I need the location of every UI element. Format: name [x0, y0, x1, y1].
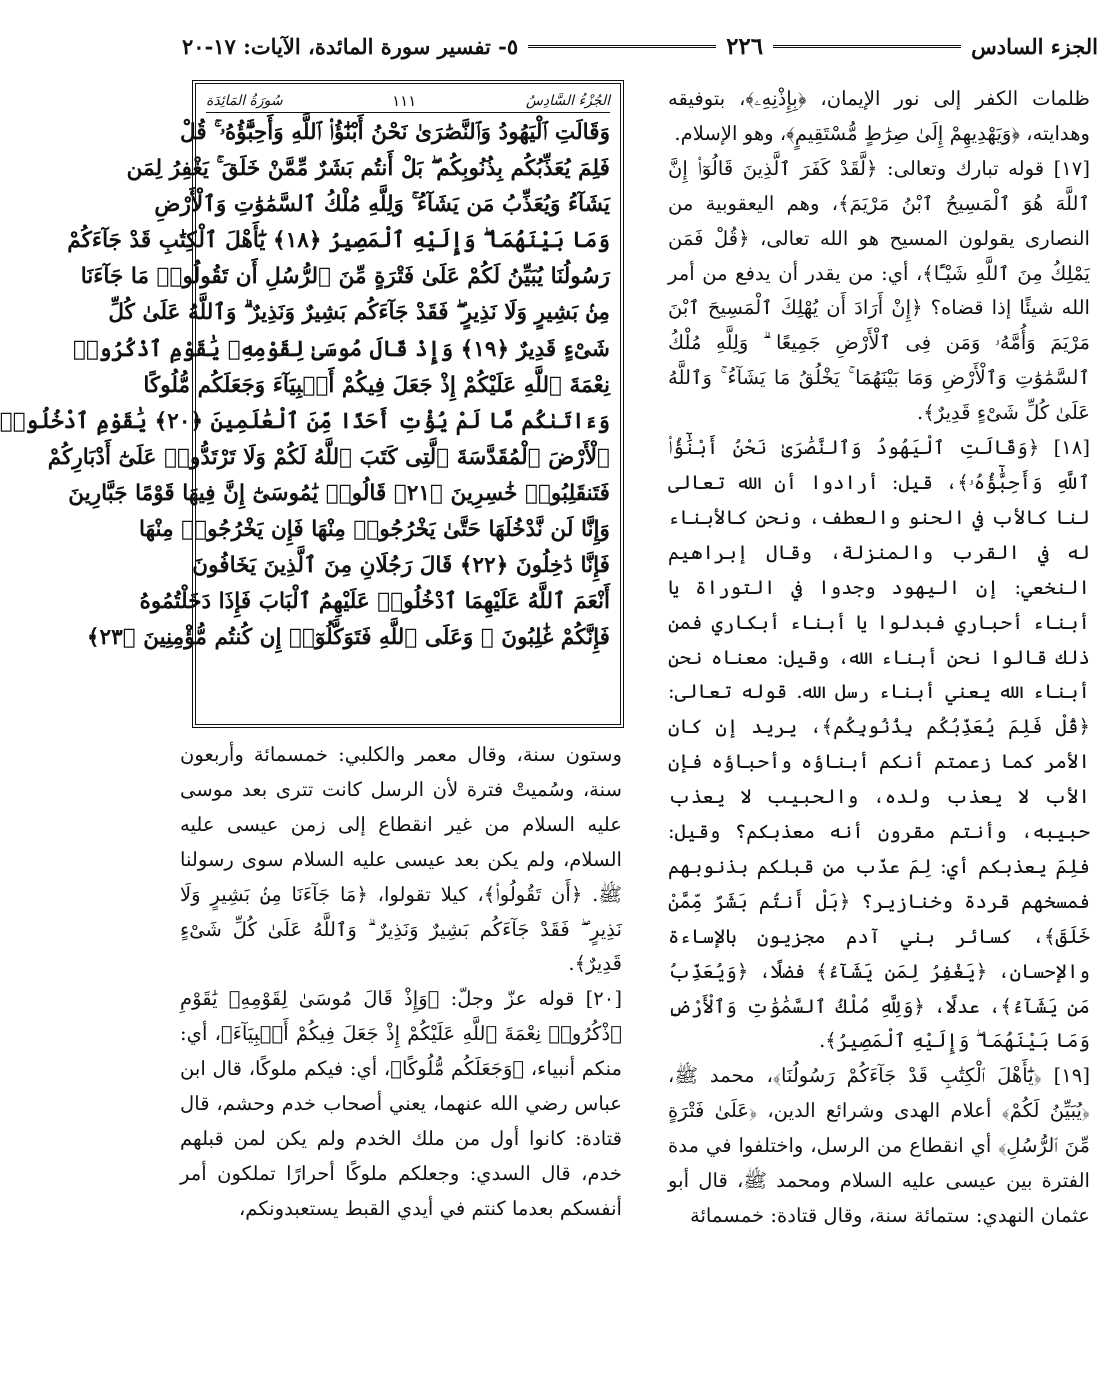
commentary-paragraph: [١٩] ﴿يَٰٓأَهْلَ ٱلْكِتَٰبِ قَدْ جَآءَكُمْ رَسُولُنَا﴾، محمد ﷺ، ﴿يُبَيِّنُ لَكُمْ﴾ أعلام الهدى وشرائع الدين، ﴿عَلَىٰ فَتْرَةٍ مِّنَ ٱلرُّسُلِ﴾ أي انقطاع من الرسل، واختلفوا في مدة الفترة بين عيسى عليه السلام ومحمد ﷺ، قال أبو عثمان النهدي: ستمائة سنة، وقال قتادة: خمسمائة: [668, 1064, 1090, 1227]
quran-line: وَءَاتَىٰكُم مَّا لَمْ يُؤْتِ أَحَدًا مِّنَ ٱلْعَٰلَمِينَ ﴿٢٠﴾ يَٰقَوْمِ ٱدْخُلُوا۟: [0, 408, 610, 434]
commentary-paragraph: وستون سنة، وقال معمر والكلبي: خمسمائة وأربعون سنة، وسُميتْ فترة لأن الرسل كانت تترى بعد موسى عليه السلام من غير انقطاع إلى زمن عيسى عليه السلام، ولم يكن بعد عيسى عليه السلام سوى رسولنا ﷺ. ﴿أَن تَقُولُوا۟﴾، كيلا تقولوا، ﴿مَا جَآءَنَا مِنۢ بَشِيرٍ وَلَا نَذِيرٍ ۖ فَقَدْ جَآءَكُم بَشِيرٌ وَنَذِيرٌ ۗ وَٱللَّهُ عَلَىٰ كُلِّ شَىْءٍ قَدِيرٌ﴾.: [180, 743, 622, 976]
chapter-title: ٥- تفسير سورة المائدة، الآيات: ١٧-٢٠: [182, 33, 519, 59]
quran-line: فَتَنقَلِبُوا۟ خَٰسِرِينَ ﴿٢١﴾ قَالُوا۟ يَٰمُوسَىٰٓ إِنَّ فِيهَا قَوْمًا جَبَّارِينَ: [68, 480, 610, 506]
panel-surah-label: سُورَةُ المَائِدَة: [206, 93, 283, 109]
quran-line: رَسُولُنَا يُبَيِّنُ لَكُمْ عَلَىٰ فَتْرَةٍ مِّنَ ٱلرُّسُلِ أَن تَقُولُوا۟ مَا جَآءَنَا: [80, 264, 610, 290]
header-rule-right: [773, 45, 961, 48]
commentary-paragraph: ظلمات الكفر إلى نور الإيمان، ﴿بِإِذْنِهِۦ﴾، بتوفيقه وهدايته، ﴿وَيَهْدِيهِمْ إِلَىٰ صِرَٰطٍ مُّسْتَقِيمٍ﴾، وهو الإسلام.: [668, 87, 1090, 145]
header-rule-left: [528, 45, 716, 48]
quran-text-panel: [0, 80, 624, 728]
running-header: [182, 28, 1098, 64]
page-number: ٢٢٦: [726, 32, 764, 60]
quran-line: وَمَا بَيْنَهُمَا ۖ وَإِلَيْهِ ٱلْمَصِيرُ ﴿١٨﴾ يَٰٓأَهْلَ ٱلْكِتَٰبِ قَدْ جَآءَكُمْ: [67, 228, 610, 254]
quran-line: نِعْمَةَ ٱللَّهِ عَلَيْكُمْ إِذْ جَعَلَ فِيكُمْ أَنۢبِيَآءَ وَجَعَلَكُم مُّلُوكًا: [143, 372, 610, 398]
quran-line: شَىْءٍ قَدِيرٌ ﴿١٩﴾ وَإِذْ قَالَ مُوسَىٰ لِقَوْمِهِۦ يَٰقَوْمِ ٱذْكُرُوا۟: [72, 336, 610, 362]
quran-line: أَنْعَمَ ٱللَّهُ عَلَيْهِمَا ٱدْخُلُوا۟ عَلَيْهِمُ ٱلْبَابَ فَإِذَا دَخَلْتُمُوهُ: [139, 589, 610, 615]
quran-line: فَلِمَ يُعَذِّبُكُم بِذُنُوبِكُم ۖ بَلْ أَنتُم بَشَرٌ مِّمَّنْ خَلَقَ ۚ يَغْفِرُ لِمَن: [126, 156, 610, 182]
quran-panel-header: [206, 90, 610, 113]
quran-line: فَإِنَّا دَٰخِلُونَ ﴿٢٢﴾ قَالَ رَجُلَانِ مِنَ ٱلَّذِينَ يَخَافُونَ: [192, 553, 610, 579]
commentary-left-column: [180, 738, 622, 1227]
commentary-right-column: [668, 82, 1090, 1234]
commentary-paragraph: [١٧] قوله تبارك وتعالى: ﴿لَّقَدْ كَفَرَ ٱلَّذِينَ قَالُوٓا۟ إِنَّ ٱللَّهَ هُوَ ٱلْمَسِيحُ ٱبْنُ مَرْيَمَ﴾، وهم اليعقوبية من النصارى يقولون المسيح هو الله تعالى، ﴿قُلْ فَمَن يَمْلِكُ مِنَ ٱللَّهِ شَيْـًٔا﴾، أي: من يقدر أن يدفع من أمر الله شيئًا إذا قضاه؟ ﴿إِنْ أَرَادَ أَن يُهْلِكَ ٱلْمَسِيحَ ٱبْنَ مَرْيَمَ وَأُمَّهُۥ وَمَن فِى ٱلْأَرْضِ جَمِيعًا ۗ وَلِلَّهِ مُلْكُ ٱلسَّمَٰوَٰتِ وَٱلْأَرْضِ وَمَا بَيْنَهُمَا ۚ يَخْلُقُ مَا يَشَآءُ ۚ وَٱللَّهُ عَلَىٰ كُلِّ شَىْءٍ قَدِيرٌ﴾.: [668, 156, 1090, 425]
part-title: الجزء السادس: [971, 33, 1098, 59]
panel-part-label: الجُزْءُ السَّادِسُ: [525, 93, 610, 109]
quran-line: مِنۢ بَشِيرٍ وَلَا نَذِيرٍ ۖ فَقَدْ جَآءَكُم بَشِيرٌ وَنَذِيرٌ ۗ وَٱللَّهُ عَلَىٰ كُلِّ: [108, 300, 610, 326]
commentary-paragraph: [١٨] ﴿وَقَالَتِ ٱلْيَهُودُ وَٱلنَّصَٰرَىٰ نَحْنُ أَبْنَٰٓؤُا۟ ٱللَّهِ وَأَحِبَّٰٓؤُهُۥ﴾، قيل: أرادوا أن الله تعالى لنا كالأب في الحنو والعطف، ونحن كالأبناء له في القرب والمنزلة، وقال إبراهيم النخعي: إن اليهود وجدوا في التوراة يا أبناء أحباري فبدلوا يا أبناء أبكاري فمن ذلك قالوا نحن أبناء الله، وقيل: معناه نحن أبناء الله يعني أبناء رسل الله. قوله تعالى: ﴿قُلْ فَلِمَ يُعَذِّبُكُم بِذُنُوبِكُم﴾، يريد إن كان الأمر كما زعمتم أنكم أبناؤه وأحباؤه فإن الأب لا يعذب ولده، والحبيب لا يعذب حبيبه، وأنتم مقرون أنه معذبكم؟ وقيل: فلِمَ يعذبكم أي: لِمَ عذّب من قبلكم بذنوبهم فمسخهم قردة وخنازير؟ ﴿بَلْ أَنتُم بَشَرٌ مِّمَّنْ خَلَقَ﴾، كسائر بني آدم مجزيون بالإساءة والإحسان، ﴿يَغْفِرُ لِمَن يَشَآءُ﴾ فضلًا، ﴿وَيُعَذِّبُ مَن يَشَآءُ﴾، عدلًا، ﴿وَلِلَّهِ مُلْكُ ٱلسَّمَٰوَٰتِ وَٱلْأَرْضِ وَمَا بَيْنَهُمَا ۖ وَإِلَيْهِ ٱلْمَصِيرُ﴾.: [668, 436, 1090, 1053]
commentary-paragraph: [٢٠] قوله عزّ وجلّ: ﴿وَإِذْ قَالَ مُوسَىٰ لِقَوْمِهِۦ يَٰقَوْمِ ٱذْكُرُوا۟ نِعْمَةَ ٱللَّهِ عَلَيْكُمْ إِذْ جَعَلَ فِيكُمْ أَنۢبِيَآءَ﴾، أي: منكم أنبياء، ﴿وَجَعَلَكُم مُّلُوكًا﴾، أي: فيكم ملوكًا، قال ابن عباس رضي الله عنهما، يعني أصحاب خدم وحشم، قال قتادة: كانوا أول من ملك الخدم ولم يكن لمن قبلهم خدم، قال السدي: وجعلكم ملوكًا أحرارًا تملكون أمر أنفسكم بعدما كنتم في أيدي القبط يستعبدونكم،: [180, 987, 622, 1220]
quran-line: ٱلْأَرْضَ ٱلْمُقَدَّسَةَ ٱلَّتِى كَتَبَ ٱللَّهُ لَكُمْ وَلَا تَرْتَدُّوا۟ عَلَىٰٓ أَدْبَارِكُمْ: [47, 444, 610, 470]
panel-page-number: ١١١: [392, 92, 417, 110]
quran-line: يَشَآءُ وَيُعَذِّبُ مَن يَشَآءُ ۚ وَلِلَّهِ مُلْكُ ٱلسَّمَٰوَٰتِ وَٱلْأَرْضِ: [154, 192, 610, 218]
quran-line: فَإِنَّكُمْ غَٰلِبُونَ ۚ وَعَلَى ٱللَّهِ فَتَوَكَّلُوٓا۟ إِن كُنتُم مُّؤْمِنِينَ ﴿٢٣﴾: [86, 625, 610, 651]
quran-line: وَقَالَتِ ٱلْيَهُودُ وَٱلنَّصَٰرَىٰ نَحْنُ أَبْنَٰٓؤُا۟ ٱللَّهِ وَأَحِبَّٰٓؤُهُۥ ۚ قُلْ: [179, 120, 610, 145]
quran-line: وَإِنَّا لَن نَّدْخُلَهَا حَتَّىٰ يَخْرُجُوا۟ مِنْهَا فَإِن يَخْرُجُوا۟ مِنْهَا: [139, 517, 610, 543]
